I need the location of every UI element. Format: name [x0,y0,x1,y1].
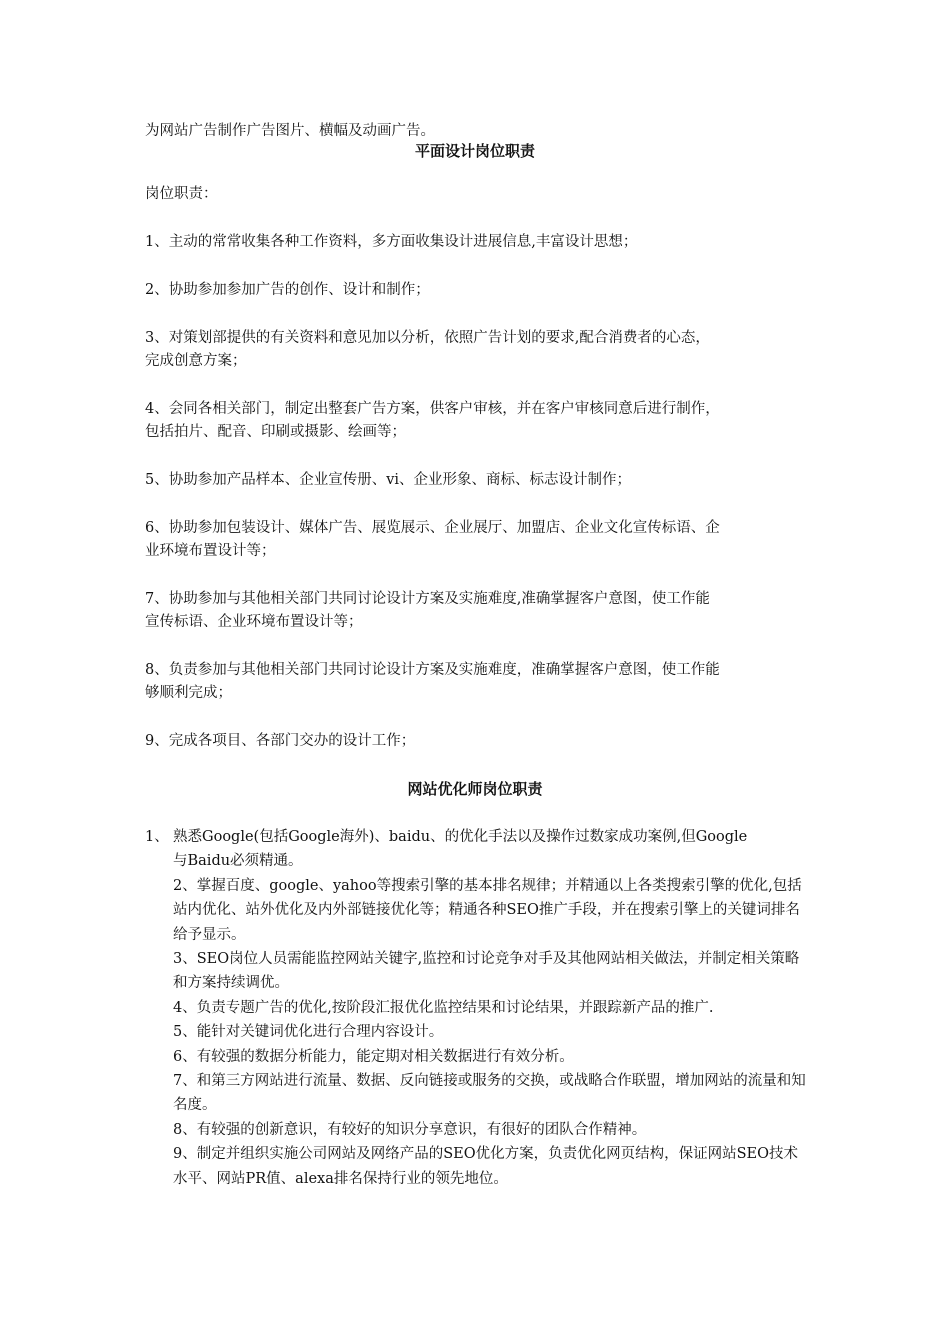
section1-subtitle: 岗位职责： [145,186,218,202]
s2-item-2: 2、掌握百度、google、yahoo等搜索引擎的基本排名规律；并精通以上各类搜索引擎的优化,包括站内优化、站外优化及内外部链接优化等；精通各种SEO推广手段，并在搜索引擎上的关键词排名给予显示。 [173,877,802,943]
s2-item-1-line1: 熟悉Google(包括Google海外)、baidu、的优化手法以及操作过数家成功案例,但Google [173,829,748,845]
s1-item4-line2: 包括拍片、配音、印刷或摄影、绘画等； [145,424,406,440]
s1-item5-line1: 5、协助参加产品样本、企业宣传册、vi、企业形象、商标、标志设计制作； [145,472,632,488]
s1-item7-line1: 7、协助参加与其他相关部门共同讨论设计方案及实施难度,准确掌握客户意图，使工作能 [145,591,710,607]
s1-item8-line1: 8、负责参加与其他相关部门共同讨论设计方案及实施难度，准确掌握客户意图，使工作能 [145,662,720,678]
s1-item9-line1: 9、完成各项目、各部门交办的设计工作； [145,733,416,749]
s2-item-3: 3、SEO岗位人员需能监控网站关键字,监控和讨论竞争对手及其他网站相关做法，并制定相关策略和方案持续调优。 [173,951,800,992]
section1-title: 平面设计岗位职责 [414,142,535,160]
s1-item2-line1: 2、协助参加参加广告的创作、设计和制作； [145,282,430,298]
top-line: 为网站广告制作广告图片、横幅及动画广告。 [145,123,435,139]
section2-list [145,825,810,1191]
s1-item3-line1: 3、对策划部提供的有关资料和意见加以分析，依照广告计划的要求,配合消费者的心态， [145,330,710,346]
s2-item-5: 5、能针对关键词优化进行合理内容设计。 [173,1024,444,1041]
s1-item8-line2: 够顺利完成； [145,685,232,701]
s2-item-6: 6、有较强的数据分析能力，能定期对相关数据进行有效分析。 [173,1048,574,1065]
s1-item7-line2: 宣传标语、企业环境布置设计等； [145,614,363,630]
s2-item-7: 7、和第三方网站进行流量、数据、反向链接或服务的交换，或战略合作联盟，增加网站的流量和知名度。 [173,1073,806,1114]
s2-item-4: 4、负责专题广告的优化,按阶段汇报优化监控结果和讨论结果，并跟踪新产品的推广. [173,999,714,1016]
s2-item-9: 9、制定并组织实施公司网站及网络产品的SEO优化方案，负责优化网页结构，保证网站SEO技术水平、网站PR值、alexa排名保持行业的领先地位。 [173,1146,799,1187]
s1-item3-line2: 完成创意方案； [145,353,247,369]
s1-item6-line2: 业环境布置设计等； [145,543,276,559]
s2-item-1-number: 1、 [145,829,169,845]
s2-item-1 [145,825,810,874]
section2-title: 网站优化师岗位职责 [407,780,543,798]
s2-item-1-line2: 与Baidu必须精通。 [173,853,303,870]
s2-item-8: 8、有较强的创新意识，有较好的知识分享意识，有很好的团队合作精神。 [173,1121,647,1138]
s1-item6-line1: 6、协助参加包装设计、媒体广告、展览展示、企业展厅、加盟店、企业文化宣传标语、企 [145,520,720,536]
s1-item4-line1: 4、会同各相关部门，制定出整套广告方案，供客户审核，并在客户审核同意后进行制作， [145,401,720,417]
s1-item1-line1: 1、主动的常常收集各种工作资料，多方面收集设计进展信息,丰富设计思想； [145,234,638,250]
